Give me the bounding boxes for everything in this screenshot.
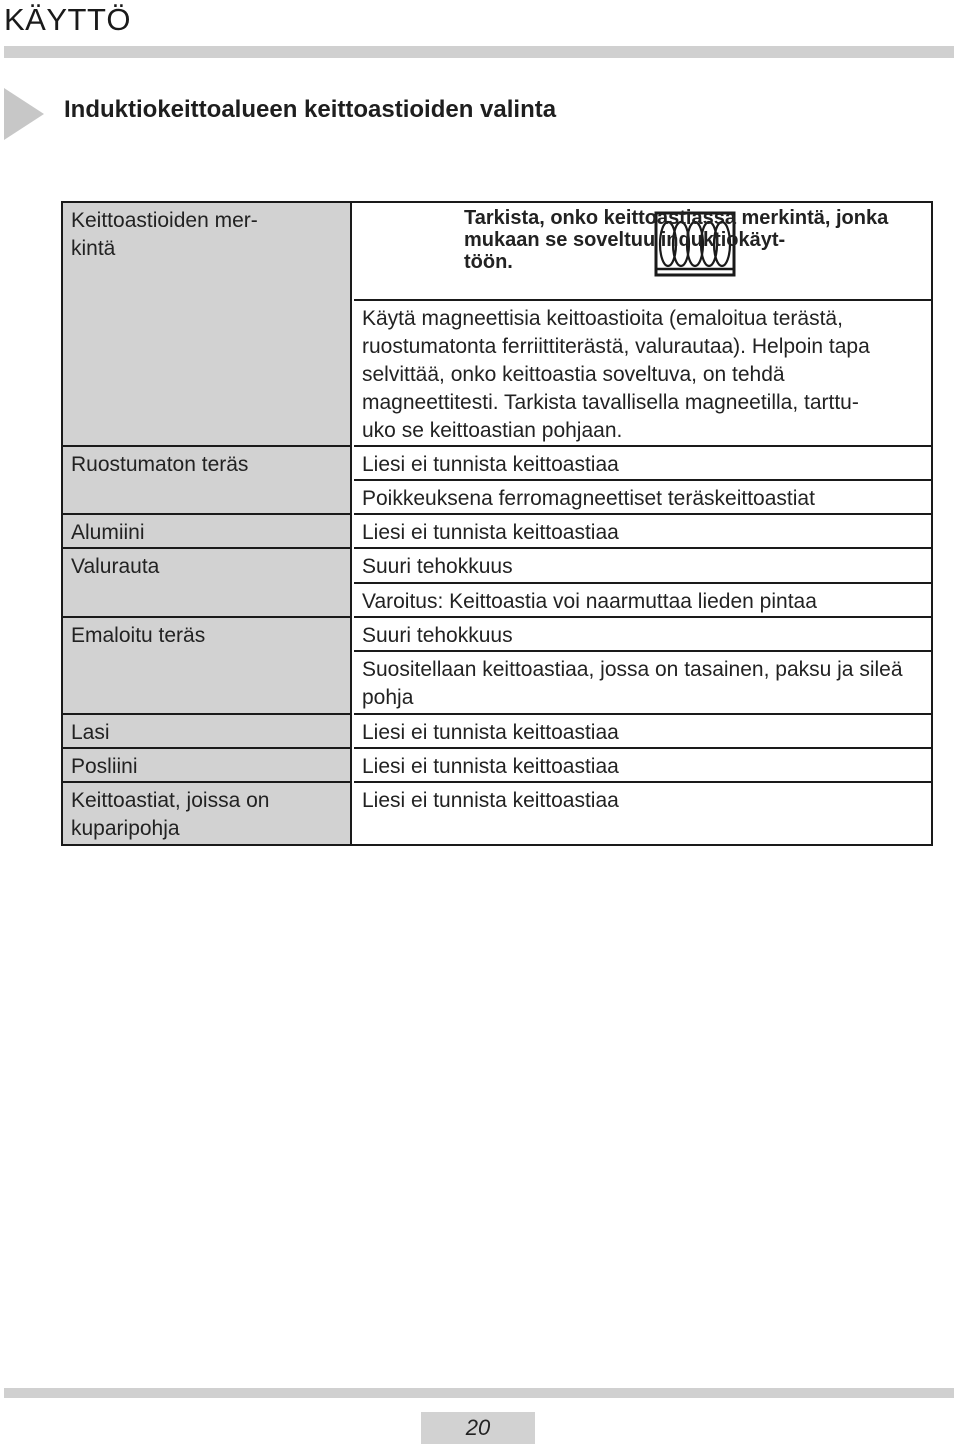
section-title: Induktiokeittoalueen keittoastioiden valinta	[64, 96, 557, 123]
porcelain-result: Liesi ei tunnista keittoastiaa	[354, 749, 933, 783]
marking-cell	[354, 203, 933, 301]
material-column	[63, 203, 352, 844]
marking-text: Tarkista, onko keittoastiassa merkintä, jonka mukaan se soveltuu induktiokäyt- töön.	[464, 207, 889, 273]
magnet-text: Käytä magneettisia keittoastioita (emaloitua terästä, ruostumatonta ferriittiterästä, valurautaa). Helpoin tapa selvittää, onko keittoastia soveltuva, on tehdä magneettitesti. Tarkista tavallisella magneetilla, tarttu- uko se keittoastian pohjaan.	[354, 301, 933, 447]
enamel-result-1: Suuri tehokkuus	[354, 618, 933, 652]
header-rule	[4, 46, 954, 58]
material-copper: Keittoastiat, joissa on kuparipohja	[71, 789, 270, 840]
section-arrow-icon	[4, 88, 44, 140]
material-aluminium: Alumiini	[63, 515, 352, 549]
footer-rule	[4, 1388, 954, 1398]
page-header-title: KÄYTTÖ	[4, 2, 132, 37]
aluminium-result: Liesi ei tunnista keittoastiaa	[354, 515, 933, 549]
stainless-result-2: Poikkeuksena ferromagneettiset teräskeittoastiat	[354, 481, 933, 515]
page-number: 20	[421, 1412, 535, 1444]
cookware-table	[61, 201, 933, 846]
material-cast-iron: Valurauta	[63, 549, 352, 618]
material-stainless: Ruostumaton teräs	[63, 447, 352, 515]
cast-iron-result-1: Suuri tehokkuus	[354, 549, 933, 584]
enamel-result-2: Suositellaan keittoastiaa, jossa on tasainen, paksu ja sileä pohja	[354, 652, 933, 715]
material-marking: Keittoastioiden mer- kintä	[63, 203, 352, 447]
stainless-result-1: Liesi ei tunnista keittoastiaa	[354, 447, 933, 481]
cast-iron-result-2: Varoitus: Keittoastia voi naarmuttaa lieden pintaa	[354, 584, 933, 618]
glass-result: Liesi ei tunnista keittoastiaa	[354, 715, 933, 749]
material-porcelain: Posliini	[63, 749, 352, 783]
material-enamel: Emaloitu teräs	[63, 618, 352, 715]
material-glass: Lasi	[63, 715, 352, 749]
copper-result: Liesi ei tunnista keittoastiaa	[362, 789, 619, 812]
